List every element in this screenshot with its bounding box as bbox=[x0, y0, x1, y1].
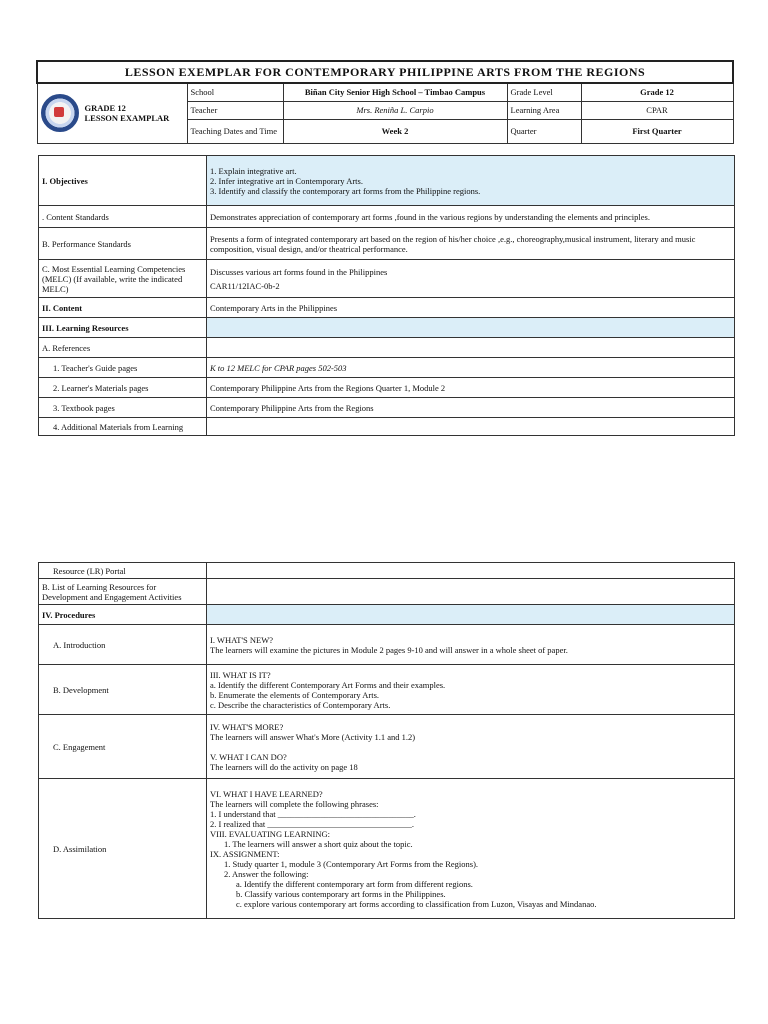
learners-materials-label: 2. Learner's Materials pages bbox=[39, 378, 207, 398]
list-resources-value bbox=[207, 579, 735, 605]
melc-line: Discusses various art forms found in the Philippines bbox=[210, 266, 388, 277]
teacher-value: Mrs. Reniña L. Carpio bbox=[283, 101, 507, 119]
engagement-label: C. Engagement bbox=[39, 715, 207, 779]
assimilation-value bbox=[207, 779, 735, 919]
objective-line: 3. Identify and classify the contemporary art forms from the Philippine regions. bbox=[210, 185, 481, 196]
header-table bbox=[36, 60, 734, 144]
development-label: B. Development bbox=[39, 665, 207, 715]
school-label: School bbox=[187, 83, 283, 101]
engagement-line: The learners will do the activity on page 18 bbox=[210, 761, 358, 772]
dates-label: Teaching Dates and Time bbox=[187, 119, 283, 143]
deped-seal-icon bbox=[41, 94, 79, 132]
additional-materials-value bbox=[207, 418, 735, 436]
objective-line: 2. Infer integrative art in Contemporary Arts. bbox=[210, 175, 363, 186]
procedures-table bbox=[38, 562, 735, 919]
assimilation-line: c. explore various contemporary art forms according to classification from Luzon, Visayas and Mindanao. bbox=[236, 898, 597, 909]
introduction-line: I. WHAT'S NEW? bbox=[210, 634, 273, 645]
learning-area-label: Learning Area bbox=[507, 101, 581, 119]
grade-level-value: Grade 12 bbox=[581, 83, 733, 101]
quarter-label: Quarter bbox=[507, 119, 581, 143]
lesson-table bbox=[38, 155, 735, 436]
quarter-value: First Quarter bbox=[581, 119, 733, 143]
references-label: A. References bbox=[39, 338, 207, 358]
assimilation-line: 1. The learners will answer a short quiz about the topic. bbox=[224, 838, 413, 849]
teachers-guide-value: K to 12 MELC for CPAR pages 502-503 bbox=[207, 358, 735, 378]
development-line: c. Describe the characteristics of Contemporary Arts. bbox=[210, 699, 391, 710]
performance-standards-value: Presents a form of integrated contemporary art based on the region of his/her choice ,e.g., choreography,musical instrument, literary and music composition, visual design, and/or theatrical performance. bbox=[207, 228, 735, 260]
melc-label: C. Most Essential Learning Competencies (MELC) (If available, write the indicated MELC) bbox=[39, 260, 207, 298]
development-value bbox=[207, 665, 735, 715]
learning-resources-value bbox=[207, 318, 735, 338]
engagement-line: IV. WHAT'S MORE? bbox=[210, 721, 284, 732]
engagement-line: V. WHAT I CAN DO? bbox=[210, 751, 287, 762]
lr-portal-value bbox=[207, 563, 735, 579]
learning-area-value: CPAR bbox=[581, 101, 733, 119]
content-value: Contemporary Arts in the Philippines bbox=[207, 298, 735, 318]
assimilation-line: VIII. EVALUATING LEARNING: bbox=[210, 828, 331, 839]
development-line: a. Identify the different Contemporary Art Forms and their examples. bbox=[210, 679, 446, 690]
introduction-label: A. Introduction bbox=[39, 625, 207, 665]
document-title: LESSON EXEMPLAR FOR CONTEMPORARY PHILIPPINE ARTS FROM THE REGIONS bbox=[37, 61, 733, 83]
procedures-label: IV. Procedures bbox=[39, 605, 207, 625]
engagement-value bbox=[207, 715, 735, 779]
teachers-guide-label: 1. Teacher's Guide pages bbox=[39, 358, 207, 378]
melc-value bbox=[207, 260, 735, 298]
references-value bbox=[207, 338, 735, 358]
development-line: b. Enumerate the elements of Contemporary Arts. bbox=[210, 689, 380, 700]
grade-line1: GRADE 12 bbox=[84, 103, 126, 114]
assimilation-line: 2. Answer the following: bbox=[224, 868, 309, 879]
assimilation-line: 1. Study quarter 1, module 3 (Contemporary Art Forms from the Regions). bbox=[224, 858, 479, 869]
content-label: II. Content bbox=[39, 298, 207, 318]
school-value: Biñan City Senior High School – Timbao Campus bbox=[283, 83, 507, 101]
engagement-line bbox=[210, 742, 731, 752]
content-standards-value: Demonstrates appreciation of contemporary art forms ,found in the various regions by understanding the elements and principles. bbox=[207, 206, 735, 228]
assimilation-line: IX. ASSIGNMENT: bbox=[210, 848, 280, 859]
additional-materials-label: 4. Additional Materials from Learning bbox=[39, 418, 207, 436]
objectives-value bbox=[207, 156, 735, 206]
objective-line: 1. Explain integrative art. bbox=[210, 165, 297, 176]
performance-standards-label: B. Performance Standards bbox=[39, 228, 207, 260]
learning-resources-label: III. Learning Resources bbox=[39, 318, 207, 338]
assimilation-line: 2. I realized that __________________________________. bbox=[210, 818, 414, 829]
learners-materials-value: Contemporary Philippine Arts from the Regions Quarter 1, Module 2 bbox=[207, 378, 735, 398]
procedures-value bbox=[207, 605, 735, 625]
development-line: III. WHAT IS IT? bbox=[210, 669, 271, 680]
grade-level-label: Grade Level bbox=[507, 83, 581, 101]
objectives-label: I. Objectives bbox=[39, 156, 207, 206]
dates-value: Week 2 bbox=[283, 119, 507, 143]
lr-portal-label: Resource (LR) Portal bbox=[39, 563, 207, 579]
teacher-label: Teacher bbox=[187, 101, 283, 119]
assimilation-line: 1. I understand that ________________________________. bbox=[210, 808, 416, 819]
assimilation-label: D. Assimilation bbox=[39, 779, 207, 919]
grade-block bbox=[37, 83, 187, 143]
assimilation-line: a. Identify the different contemporary art form from different regions. bbox=[236, 878, 473, 889]
content-standards-label: . Content Standards bbox=[39, 206, 207, 228]
assimilation-line: b. Classify various contemporary art forms in the Philippines. bbox=[236, 888, 446, 899]
introduction-line: The learners will examine the pictures in Module 2 pages 9-10 and will answer in a whole sheet of paper. bbox=[210, 644, 568, 655]
melc-code: CAR11/12IAC-0b-2 bbox=[210, 280, 280, 291]
introduction-value bbox=[207, 625, 735, 665]
textbook-value: Contemporary Philippine Arts from the Regions bbox=[207, 398, 735, 418]
assimilation-line: The learners will complete the following phrases: bbox=[210, 798, 379, 809]
list-resources-label: B. List of Learning Resources for Development and Engagement Activities bbox=[39, 579, 207, 605]
grade-line2: LESSON EXAMPLAR bbox=[84, 113, 170, 124]
engagement-line: The learners will answer What's More (Activity 1.1 and 1.2) bbox=[210, 731, 416, 742]
assimilation-line: VI. WHAT I HAVE LEARNED? bbox=[210, 788, 323, 799]
textbook-label: 3. Textbook pages bbox=[39, 398, 207, 418]
